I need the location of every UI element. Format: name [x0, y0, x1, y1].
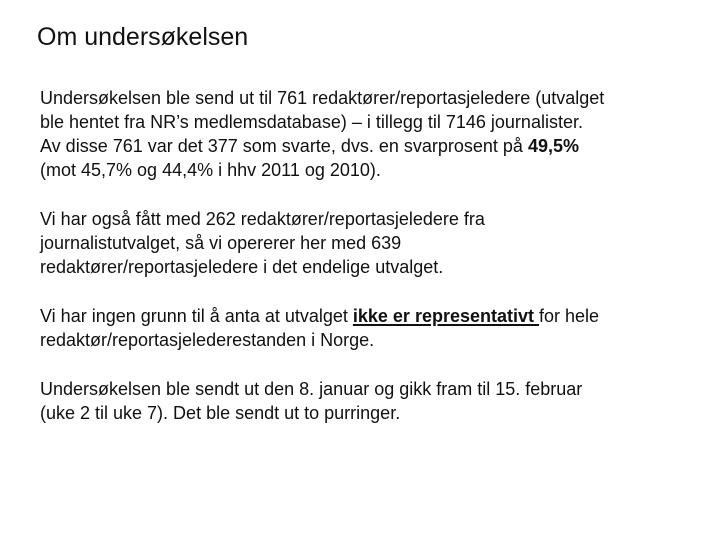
paragraph-timeline	[40, 377, 715, 425]
response-rate-value: 49,5%	[527, 136, 579, 156]
text-line: Vi har ingen grunn til å anta at utvalget ikke er representativt for hele	[40, 306, 600, 326]
text-line: redaktør/reportasjelederestanden i Norge.	[40, 330, 375, 350]
paragraph-representativity	[40, 304, 715, 352]
paragraph-sample-size	[40, 207, 715, 279]
paragraph-survey-sent	[40, 86, 715, 182]
slide-body	[40, 86, 715, 450]
text-line: (mot 45,7% og 44,4% i hhv 2011 og 2010).	[40, 160, 381, 180]
emphasis-not-representative: ikke er representativt	[352, 306, 539, 326]
text-line: Vi har også fått med 262 redaktører/reportasjeledere fra	[40, 209, 485, 229]
slide-title: Om undersøkelsen	[37, 23, 249, 51]
text-line: Undersøkelsen ble send ut til 761 redaktører/reportasjeledere (utvalget	[40, 88, 605, 108]
text-line: ble hentet fra NR’s medlemsdatabase) – i tillegg til 7146 journalister.	[40, 112, 583, 132]
text-line: redaktører/reportasjeledere i det endelige utvalget.	[40, 257, 444, 277]
text-line: journalistutvalget, så vi opererer her med 639	[40, 233, 402, 253]
text-line: (uke 2 til uke 7). Det ble sendt ut to purringer.	[40, 403, 401, 423]
text-line: Av disse 761 var det 377 som svarte, dvs. en svarprosent på 49,5%	[40, 136, 579, 156]
text-line: Undersøkelsen ble sendt ut den 8. januar og gikk fram til 15. februar	[40, 379, 583, 399]
